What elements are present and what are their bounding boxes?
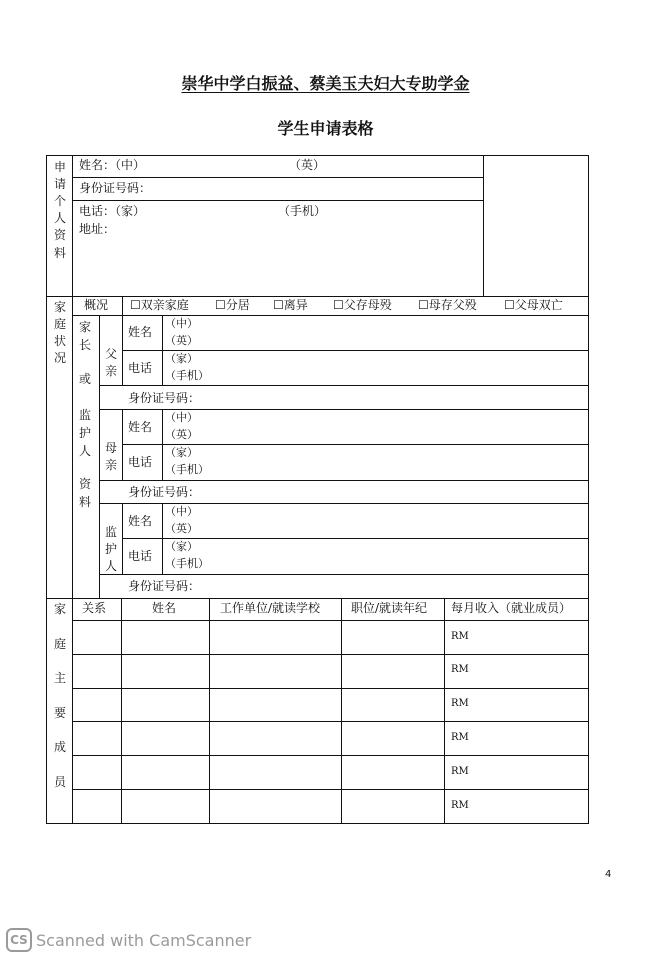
label-char: 请 [53, 177, 66, 191]
option-two-parents[interactable]: ☐双亲家庭 [130, 298, 189, 312]
label-char: 家 [78, 320, 91, 334]
page-title: 崇华中学白振益、蔡美玉夫妇大专助学金 [181, 74, 470, 93]
phone-mobile-field-label[interactable]: （手机） [278, 204, 327, 218]
option-separated[interactable]: ☐分居 [215, 298, 250, 312]
income-currency[interactable]: RM [451, 631, 469, 642]
name-field-label[interactable]: 姓名：（中） [79, 158, 146, 172]
overview-label: 概况 [84, 298, 109, 312]
guardian-name-en[interactable]: （英） [165, 522, 198, 535]
income-currency[interactable]: RM [451, 732, 469, 743]
father-name-label: 姓名 [128, 325, 153, 339]
label-char: 要 [53, 706, 66, 720]
label-char: 家 [53, 602, 66, 616]
option-divorced[interactable]: ☐离异 [273, 298, 308, 312]
label-char: 监 [104, 525, 117, 539]
father-name-cn[interactable]: （中） [165, 317, 198, 330]
col-header-employer: 工作单位/就读学校 [220, 601, 321, 615]
name-en-field-label[interactable]: （英） [289, 158, 326, 172]
guardian-phone-label: 电话 [128, 549, 153, 563]
label-char: 状 [53, 334, 66, 348]
label-char: 母 [104, 441, 117, 455]
ic-field-label[interactable]: 身份证号码： [79, 181, 152, 195]
father-phone-label: 电话 [128, 361, 153, 375]
scanner-watermark [6, 928, 251, 952]
mother-phone-home[interactable]: （家） [165, 446, 198, 459]
father-name-en[interactable]: （英） [165, 334, 198, 347]
mother-name-en[interactable]: （英） [165, 428, 198, 441]
label-char: 料 [78, 495, 91, 509]
father-ic-label[interactable]: 身份证号码： [128, 391, 201, 405]
income-currency[interactable]: RM [451, 664, 469, 675]
col-header-income: 每月收入（就业成员） [451, 601, 572, 615]
label-char: 资 [78, 477, 91, 491]
label-char: 监 [78, 408, 91, 422]
guardian-phone-home[interactable]: （家） [165, 540, 198, 553]
income-currency[interactable]: RM [451, 766, 469, 777]
guardian-ic-label[interactable]: 身份证号码： [128, 579, 201, 593]
label-char: 申 [53, 160, 66, 174]
label-char: 料 [53, 246, 66, 260]
label-char: 人 [78, 444, 91, 458]
label-char: 员 [53, 775, 66, 789]
label-char: 亲 [104, 364, 117, 378]
guardian-phone-mobile[interactable]: （手机） [165, 557, 209, 570]
mother-ic-label[interactable]: 身份证号码： [128, 485, 201, 499]
label-char: 庭 [53, 637, 66, 651]
mother-phone-mobile[interactable]: （手机） [165, 463, 209, 476]
label-char: 庭 [53, 317, 66, 331]
label-char: 况 [53, 351, 66, 365]
label-char: 人 [53, 211, 66, 225]
mother-name-label: 姓名 [128, 420, 153, 434]
mother-name-cn[interactable]: （中） [165, 411, 198, 424]
address-field-label[interactable]: 地址： [79, 222, 116, 236]
mother-phone-label: 电话 [128, 455, 153, 469]
label-char: 护 [78, 426, 91, 440]
label-char: 亲 [104, 458, 117, 472]
label-char: 护 [104, 542, 117, 556]
col-header-relation: 关系 [82, 601, 107, 615]
father-phone-home[interactable]: （家） [165, 352, 198, 365]
guardian-name-label: 姓名 [128, 514, 153, 528]
label-char: 主 [53, 671, 66, 685]
page-number: 4 [605, 869, 612, 880]
camscanner-logo-icon: CS [6, 928, 32, 952]
guardian-name-cn[interactable]: （中） [165, 505, 198, 518]
income-currency[interactable]: RM [451, 698, 469, 709]
label-char: 父 [104, 347, 117, 361]
phone-home-field-label[interactable]: 电话：（家） [79, 204, 146, 218]
watermark-text: Scanned with CamScanner [36, 930, 252, 950]
label-char: 资 [53, 228, 66, 242]
label-char: 长 [78, 338, 91, 352]
col-header-position: 职位/就读年纪 [351, 601, 428, 615]
label-char: 人 [104, 559, 117, 573]
option-orphan[interactable]: ☐父母双亡 [504, 298, 563, 312]
label-char: 家 [53, 300, 66, 314]
col-header-name: 姓名 [152, 601, 177, 615]
option-mother-only[interactable]: ☐母存父殁 [418, 298, 477, 312]
label-char: 个 [53, 194, 66, 208]
income-currency[interactable]: RM [451, 800, 469, 811]
label-char: 或 [78, 372, 91, 386]
page-subtitle: 学生申请表格 [277, 119, 374, 138]
option-father-only[interactable]: ☐父存母殁 [333, 298, 392, 312]
father-phone-mobile[interactable]: （手机） [165, 369, 209, 382]
label-char: 成 [53, 740, 66, 754]
